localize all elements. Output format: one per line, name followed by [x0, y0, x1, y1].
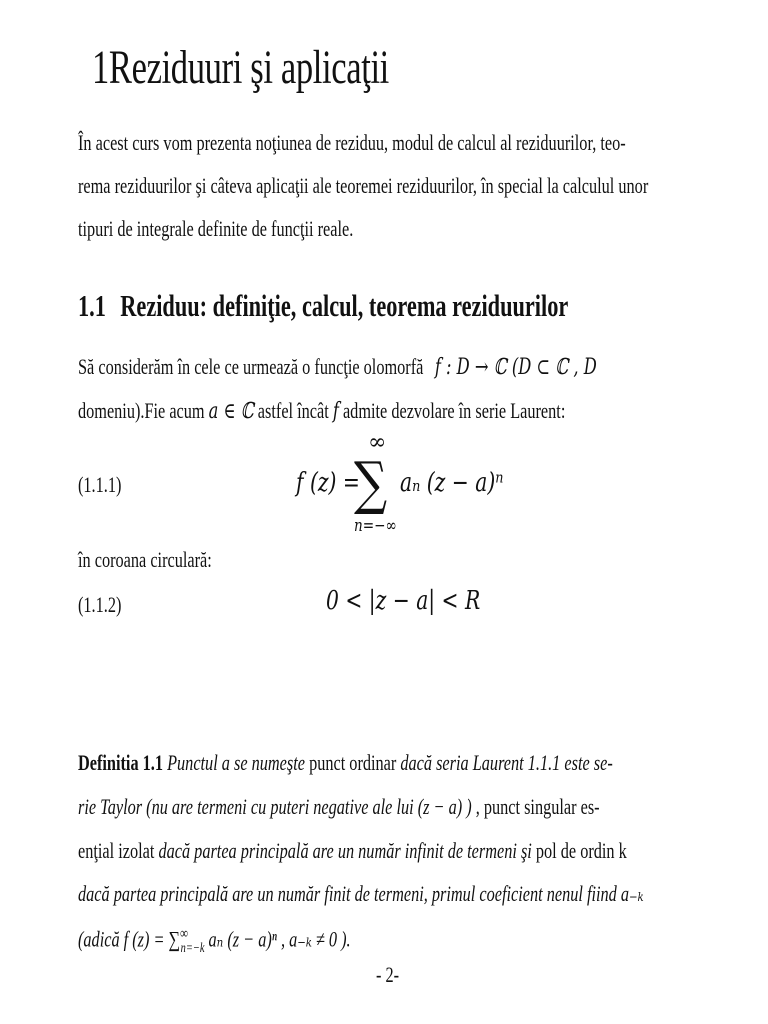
- definition-line-4: [78, 881, 644, 907]
- definition-segment: , punct singular es-: [471, 794, 600, 819]
- intro-line-2: rema reziduurilor şi câteva aplicaţii ale teoremei reziduurilor, în special la calculul unor: [78, 173, 649, 198]
- section-line-1: [78, 354, 597, 380]
- equation-1-label: (1.1.1): [78, 472, 122, 497]
- intro-line-1: În acest curs vom prezenta noţiunea de reziduu, modul de calcul al reziduurilor, teo-: [78, 130, 626, 155]
- section-number: 1.1: [78, 288, 106, 323]
- equation-1: [296, 430, 516, 540]
- section-text-1: Să considerăm în cele ce urmează o funcţie olomorfă: [78, 354, 424, 379]
- section-line-2: [78, 398, 565, 424]
- definition-segment: punct ordinar: [304, 750, 401, 775]
- summation-symbol: ∑: [354, 449, 388, 517]
- page-number: - 2-: [376, 962, 400, 987]
- section-math-2: a ∈ ℂ: [208, 399, 254, 424]
- section-text-4: admite dezvolare în serie Laurent:: [342, 398, 566, 423]
- definition-line-2: [78, 794, 600, 820]
- definition-segment: pol de ordin k: [531, 838, 627, 863]
- definition-segment: aₙ (z − a)ⁿ , a₋ₖ ≠ 0 ).: [204, 926, 351, 952]
- definition-segment: dacă partea principală are un număr finit de termeni, primul coeficient nenul fiind a₋ₖ: [78, 881, 644, 906]
- section-text-2: domeniu).Fie acum: [78, 398, 205, 423]
- section-title-text: Reziduu: definiţie, calcul, teorema reziduurilor: [120, 288, 569, 323]
- equation-1-sum-upper: ∞: [368, 430, 387, 455]
- definition-segment: n=−k: [180, 940, 205, 956]
- equation-2: 0 < |z − a| < R: [326, 586, 481, 616]
- section-math-1: f : D → ℂ (D ⊂ ℂ , D: [434, 355, 597, 380]
- intro-line-3: tipuri de integrale definite de funcţii reale.: [78, 216, 354, 241]
- equation-1-sum-lower: n=−∞: [354, 516, 397, 536]
- equation-2-label: (1.1.2): [78, 592, 122, 617]
- definition-line-1: [78, 750, 613, 776]
- definition-line-3: [78, 838, 627, 864]
- equation-1-lhs: f (z) =: [296, 468, 360, 498]
- definition-segment: enţial izolat: [78, 838, 159, 863]
- definition-segment: (adică f (z) = ∑: [78, 926, 181, 952]
- definition-segment: dacă seria Laurent 1.1.1 este se-: [400, 750, 613, 775]
- page-title: 1Reziduuri şi aplicaţii: [92, 41, 389, 94]
- definition-segment: Definitia 1.1: [78, 750, 164, 775]
- definition-segment: dacă partea principală are un număr infinit de termeni şi: [158, 838, 532, 863]
- definition-segment: ∞: [180, 926, 189, 942]
- section-text-3: astfel încât: [257, 398, 329, 423]
- definition-segment: rie Taylor (nu are termeni cu puteri negative ale lui (z − a) ): [78, 794, 472, 819]
- definition-segment: Punctul a se numeşte: [167, 750, 305, 775]
- definition-line-5: [78, 926, 351, 957]
- annulus-text: în coroana circulară:: [78, 547, 212, 572]
- section-math-3: f: [332, 399, 339, 424]
- section-heading: [78, 288, 568, 324]
- equation-1-rhs: aₙ (z − a)ⁿ: [400, 468, 504, 498]
